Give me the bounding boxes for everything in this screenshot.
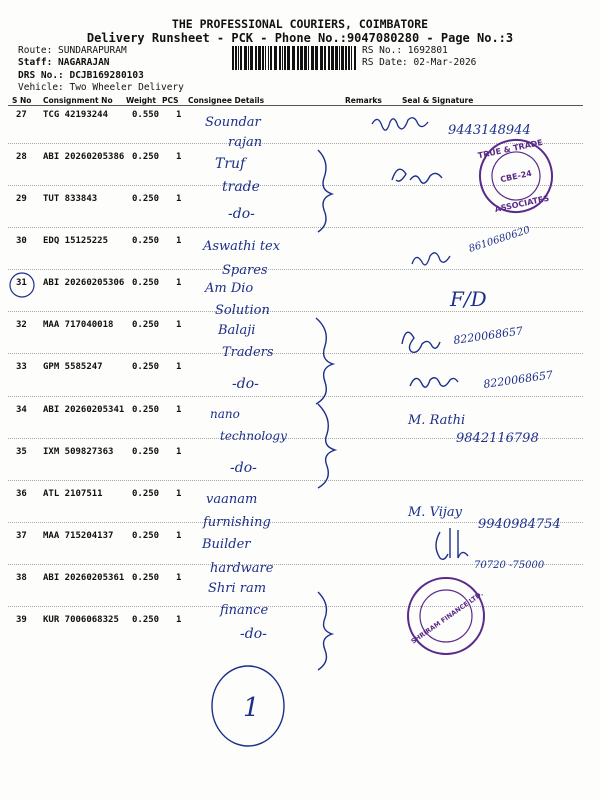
row-pcs: 1 [176, 405, 182, 415]
row-consignment: ABI 20260205361 [43, 573, 125, 583]
row-separator [8, 522, 583, 523]
row-pcs: 1 [176, 362, 182, 372]
row-separator [8, 564, 583, 565]
row-separator [8, 396, 583, 397]
table-row [0, 447, 600, 463]
col-consignment: Consignment No [43, 96, 113, 105]
row-sno: 39 [16, 615, 27, 625]
runsheet-subtitle: Delivery Runsheet - PCK - Phone No.:9047080280 - Page No.:3 [86, 31, 514, 45]
rs-date: RS Date: 02-Mar-2026 [362, 57, 477, 68]
hw-r30-name2: Spares [222, 263, 268, 278]
hw-sig31-note: F/D [450, 287, 487, 311]
hw-sig36-phone: 9940984754 [478, 517, 561, 532]
row-consignment: MAA 715204137 [43, 531, 114, 541]
row-separator [8, 438, 583, 439]
page-mark-circle [212, 666, 284, 746]
hw-r35-ditto: -do- [230, 460, 257, 476]
hw-r27-name2: rajan [228, 135, 263, 150]
row-pcs: 1 [176, 194, 182, 204]
row-sno: 37 [16, 531, 27, 541]
signature-30 [412, 253, 450, 265]
row-sno: 27 [16, 110, 27, 120]
row-consignment: TUT 833843 [43, 194, 98, 204]
hw-r31-name2: Solution [215, 303, 270, 318]
row-pcs: 1 [176, 152, 182, 162]
hw-r32-name2: Traders [222, 345, 274, 360]
table-row [0, 236, 600, 252]
row-consignment: GPM 5585247 [43, 362, 103, 372]
col-pcs: PCS [162, 96, 179, 105]
hw-r39-ditto: -do- [240, 626, 267, 642]
table-row [0, 320, 600, 336]
stamp1-bottom: ASSOCIATES [493, 193, 550, 215]
row-consignment: TCG 42193244 [43, 110, 109, 120]
rs-number: RS No.: 1692801 [362, 45, 448, 56]
row-separator [8, 269, 583, 270]
row-weight: 0.250 [132, 531, 160, 541]
row-consignment: EDQ 15125225 [43, 236, 109, 246]
header-rule [8, 105, 583, 106]
row-separator [8, 353, 583, 354]
stamp1-center: CBE-24 [499, 168, 533, 185]
hw-r28-name1: Truf [215, 156, 246, 172]
hw-r30-name1: Aswathi tex [203, 239, 281, 254]
row-weight: 0.250 [132, 152, 160, 162]
row-separator [8, 143, 583, 144]
vehicle-label: Vehicle: Two Wheeler Delivery [18, 82, 184, 93]
row-consignment: ABI 20260205306 [43, 278, 125, 288]
row-sno: 34 [16, 405, 27, 415]
row-sno: 32 [16, 320, 27, 330]
hw-sig33-phone: 8220068657 [482, 368, 554, 391]
row-consignment: IXM 509827363 [43, 447, 114, 457]
row-pcs: 1 [176, 531, 182, 541]
signature-33 [410, 378, 458, 387]
row-weight: 0.250 [132, 236, 160, 246]
col-remarks: Remarks [345, 96, 382, 105]
row-consignment: ATL 2107511 [43, 489, 103, 499]
row-weight: 0.550 [132, 110, 160, 120]
col-seal: Seal & Signature [402, 96, 474, 105]
stamp1-top: TRUE & TRADE [477, 137, 544, 161]
col-details: Consignee Details [188, 96, 265, 105]
company-title: THE PROFESSIONAL COURIERS, COIMBATORE [171, 17, 429, 31]
row-weight: 0.250 [132, 194, 160, 204]
table-row [0, 405, 600, 421]
route-label: Route: SUNDARAPURAM [18, 45, 127, 56]
hw-r38-name2: finance [220, 603, 269, 618]
row-sno: 36 [16, 489, 27, 499]
row-sno: 28 [16, 152, 27, 162]
row-consignment: ABI 20260205341 [43, 405, 125, 415]
row-pcs: 1 [176, 110, 182, 120]
hw-sig30-phone: 8610680620 [467, 224, 532, 255]
row-pcs: 1 [176, 278, 182, 288]
row-consignment: MAA 717040018 [43, 320, 114, 330]
row-sno: 35 [16, 447, 27, 457]
hw-r34-name1: nano [210, 407, 240, 421]
hw-r33-ditto: -do- [232, 376, 259, 392]
row-consignment: KUR 7006068325 [43, 615, 119, 625]
table-row [0, 362, 600, 378]
row-sno: 31 [16, 278, 27, 288]
table-row [0, 110, 600, 126]
hw-r36-name2: furnishing [203, 515, 271, 530]
hw-r32-name1: Balaji [218, 323, 256, 338]
row-separator [8, 480, 583, 481]
staff-label: Staff: NAGARAJAN [18, 57, 110, 68]
hw-r38-name1: Shri ram [208, 581, 267, 596]
table-row [0, 573, 600, 589]
row-separator [8, 185, 583, 186]
hw-r36-name1: vaanam [206, 492, 258, 507]
table-row [0, 615, 600, 631]
row-sno: 30 [16, 236, 27, 246]
row-sno: 38 [16, 573, 27, 583]
row-consignment: ABI 20260205386 [43, 152, 125, 162]
hw-r37-name1: Builder [202, 537, 251, 552]
row-sno: 33 [16, 362, 27, 372]
hw-sig34-phone: 9842116798 [456, 431, 539, 446]
col-sno: S No [12, 96, 32, 105]
row-weight: 0.250 [132, 615, 160, 625]
hw-sig32-phone: 8220068657 [452, 324, 524, 347]
row-weight: 0.250 [132, 489, 160, 499]
hw-r29-ditto: -do- [228, 206, 255, 222]
hw-sig37-phone: 70720 -75000 [474, 560, 545, 571]
barcode-image [232, 46, 356, 70]
row-weight: 0.250 [132, 320, 160, 330]
hw-r34-name2: technology [220, 429, 287, 443]
table-row [0, 194, 600, 210]
hw-r28-name2: trade [222, 179, 260, 195]
row-pcs: 1 [176, 236, 182, 246]
row-weight: 0.250 [132, 573, 160, 583]
row-separator [8, 227, 583, 228]
row-separator [8, 311, 583, 312]
col-weight: Weight [126, 96, 156, 105]
table-row [0, 152, 600, 168]
row-pcs: 1 [176, 489, 182, 499]
row-weight: 0.250 [132, 447, 160, 457]
row-weight: 0.250 [132, 278, 160, 288]
table-row [0, 489, 600, 505]
row-pcs: 1 [176, 320, 182, 330]
hw-brace-38 [318, 592, 332, 670]
hw-page-mark: 1 [243, 693, 260, 723]
row-weight: 0.250 [132, 362, 160, 372]
hw-r27-name1: Soundar [205, 115, 261, 130]
hw-r31-name1: Am Dio [205, 281, 254, 296]
row-sno: 29 [16, 194, 27, 204]
drs-label: DRS No.: DCJB169280103 [18, 70, 144, 81]
row-pcs: 1 [176, 573, 182, 583]
row-separator [8, 606, 583, 607]
row-pcs: 1 [176, 615, 182, 625]
stamp2-text: SHRIRAM FINANCE LTD. [409, 589, 485, 646]
table-row [0, 531, 600, 547]
hw-r37-name2: hardware [210, 561, 274, 576]
hw-sig34-name: M. Rathi [408, 413, 466, 428]
signature-28 [392, 169, 442, 183]
hw-sig27-phone: 9443148944 [448, 123, 531, 138]
hw-sig36-name: M. Vijay [408, 505, 463, 520]
row-weight: 0.250 [132, 405, 160, 415]
row-pcs: 1 [176, 447, 182, 457]
table-row [0, 278, 600, 294]
